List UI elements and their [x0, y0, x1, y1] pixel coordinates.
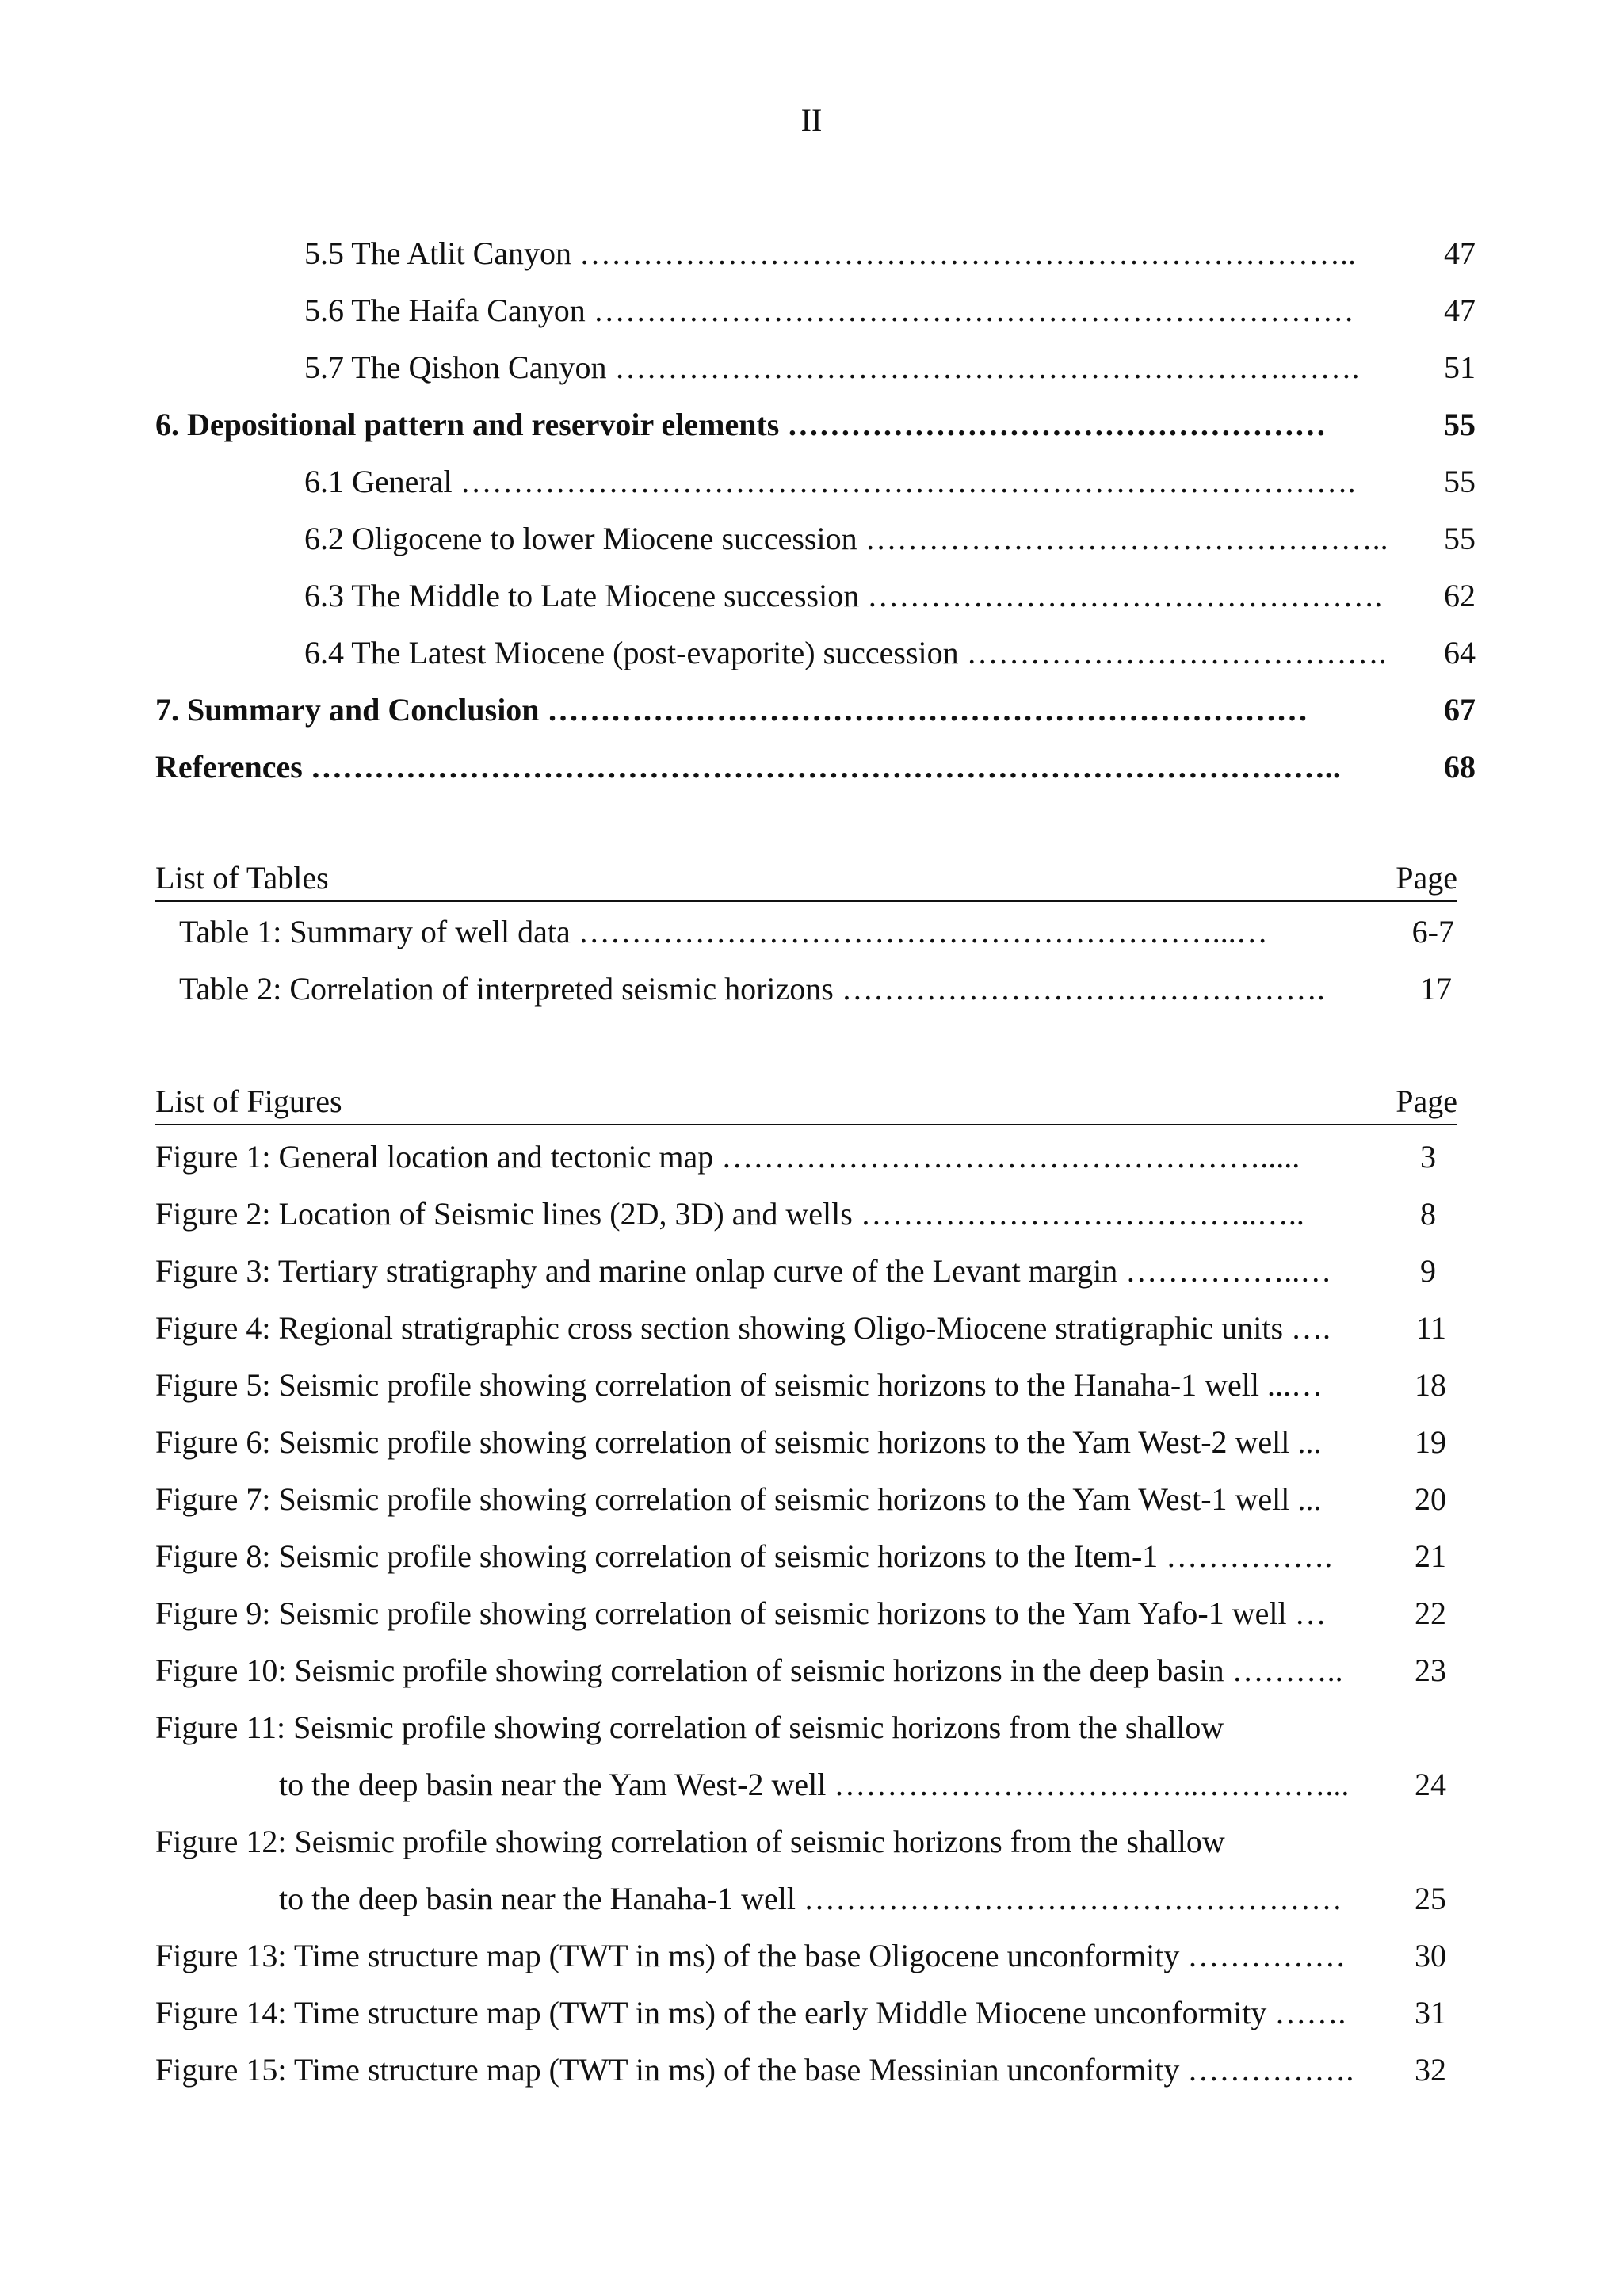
- toc-page-5-5: 47: [1444, 235, 1476, 271]
- toc-entry-6-2: 6.2 Oligocene to lower Miocene succession …………………………………………..: [304, 521, 1388, 556]
- figure-page-6: 19: [1415, 1424, 1446, 1460]
- figure-page-11: 24: [1415, 1767, 1446, 1802]
- figure-entry-13: Figure 13: Time structure map (TWT in ms) of the base Oligocene unconformity ……………: [155, 1938, 1346, 1973]
- toc-page-7: 67: [1444, 692, 1476, 728]
- figure-entry-4: Figure 4: Regional stratigraphic cross section showing Oligo-Miocene stratigraphic units ….: [155, 1310, 1331, 1346]
- list-of-tables-heading: List of Tables: [155, 860, 329, 896]
- toc-entry-6-4: 6.4 The Latest Miocene (post-evaporite) succession ………………………………….: [304, 635, 1387, 670]
- figure-entry-2: Figure 2: Location of Seismic lines (2D, 3D) and wells ………………………………..…..: [155, 1196, 1304, 1232]
- figure-entry-3: Figure 3: Tertiary stratigraphy and marine onlap curve of the Levant margin ……………..…: [155, 1253, 1332, 1289]
- toc-entry-7: 7. Summary and Conclusion ………………………………………………………………: [155, 692, 1308, 728]
- figure-page-14: 31: [1415, 1995, 1446, 2030]
- figure-page-5: 18: [1415, 1367, 1446, 1403]
- figure-page-3: 9: [1420, 1253, 1436, 1289]
- list-of-figures-heading: List of Figures: [155, 1083, 342, 1119]
- toc-entry-5-5: 5.5 The Atlit Canyon ………………………………………………………………..: [304, 235, 1365, 271]
- toc-entry-references: References ……………………………………………………………………………………..: [155, 749, 1341, 785]
- toc-entry-6-3: 6.3 The Middle to Late Miocene succession ………………………………………….: [304, 578, 1383, 613]
- figure-page-15: 32: [1415, 2052, 1446, 2088]
- figure-entry-14: Figure 14: Time structure map (TWT in ms) of the early Middle Miocene unconformity …….: [155, 1995, 1346, 2030]
- figure-page-7: 20: [1415, 1481, 1446, 1517]
- figure-entry-8: Figure 8: Seismic profile showing correlation of seismic horizons to the Item-1 …………….: [155, 1538, 1333, 1574]
- figure-page-2: 8: [1420, 1196, 1436, 1232]
- toc-page-6: 55: [1444, 407, 1476, 442]
- toc-entry-5-7: 5.7 The Qishon Canyon ……………………………………………………….…….: [304, 350, 1368, 385]
- toc-entry-6: 6. Depositional pattern and reservoir elements ……………………………………………: [155, 407, 1335, 442]
- table-entry-1: Table 1: Summary of well data ……………………………………………………...…: [179, 914, 1268, 949]
- toc-page-references: 68: [1444, 749, 1476, 785]
- tables-page-heading: Page: [1396, 860, 1457, 896]
- toc-entry-5-6: 5.6 The Haifa Canyon ………………………………………………………………: [304, 292, 1362, 328]
- toc-page-6-3: 62: [1444, 578, 1476, 613]
- figure-entry-11-line-1: Figure 11: Seismic profile showing correlation of seismic horizons from the shallow: [155, 1710, 1224, 1745]
- toc-page-6-2: 55: [1444, 521, 1476, 556]
- figure-page-4: 11: [1415, 1310, 1446, 1346]
- table-entry-2: Table 2: Correlation of interpreted seismic horizons ……………………………………….: [179, 971, 1325, 1007]
- figure-entry-15: Figure 15: Time structure map (TWT in ms) of the base Messinian unconformity …………….: [155, 2052, 1354, 2088]
- toc-page-6-1: 55: [1444, 464, 1476, 499]
- figure-entry-5: Figure 5: Seismic profile showing correlation of seismic horizons to the Hanaha-1 well ...…: [155, 1367, 1323, 1403]
- figure-page-8: 21: [1415, 1538, 1446, 1574]
- figure-entry-9: Figure 9: Seismic profile showing correlation of seismic horizons to the Yam Yafo-1 well …: [155, 1595, 1327, 1631]
- figure-page-1: 3: [1420, 1139, 1436, 1175]
- figure-entry-12-line-2: to the deep basin near the Hanaha-1 well ……………………………………………: [279, 1881, 1342, 1916]
- figure-page-12: 25: [1415, 1881, 1446, 1916]
- figure-entry-7: Figure 7: Seismic profile showing correlation of seismic horizons to the Yam West-1 well ...: [155, 1481, 1322, 1517]
- toc-page-5-7: 51: [1444, 350, 1476, 385]
- toc-page-5-6: 47: [1444, 292, 1476, 328]
- figure-entry-11-line-2: to the deep basin near the Yam West-2 well ……………………………..…………...: [279, 1767, 1350, 1802]
- figure-page-9: 22: [1415, 1595, 1446, 1631]
- figure-entry-12-line-1: Figure 12: Seismic profile showing correlation of seismic horizons from the shallow: [155, 1824, 1225, 1859]
- list-of-figures-header: [155, 1079, 1457, 1125]
- figure-entry-6: Figure 6: Seismic profile showing correlation of seismic horizons to the Yam West-2 well ...: [155, 1424, 1322, 1460]
- table-page-2: 17: [1420, 971, 1452, 1007]
- toc-page-6-4: 64: [1444, 635, 1476, 670]
- table-page-1: 6-7: [1411, 914, 1454, 949]
- figure-entry-1: Figure 1: General location and tectonic map …………………………………………….....: [155, 1139, 1300, 1175]
- figure-entry-10: Figure 10: Seismic profile showing correlation of seismic horizons in the deep basin ………..: [155, 1652, 1343, 1688]
- figure-page-13: 30: [1415, 1938, 1446, 1973]
- figure-page-10: 23: [1415, 1652, 1446, 1688]
- list-of-tables-header: [155, 856, 1457, 902]
- figures-page-heading: Page: [1396, 1083, 1457, 1119]
- page-number: II: [800, 102, 823, 138]
- toc-entry-6-1: 6.1 General ………………………………………………………………………….: [304, 464, 1356, 499]
